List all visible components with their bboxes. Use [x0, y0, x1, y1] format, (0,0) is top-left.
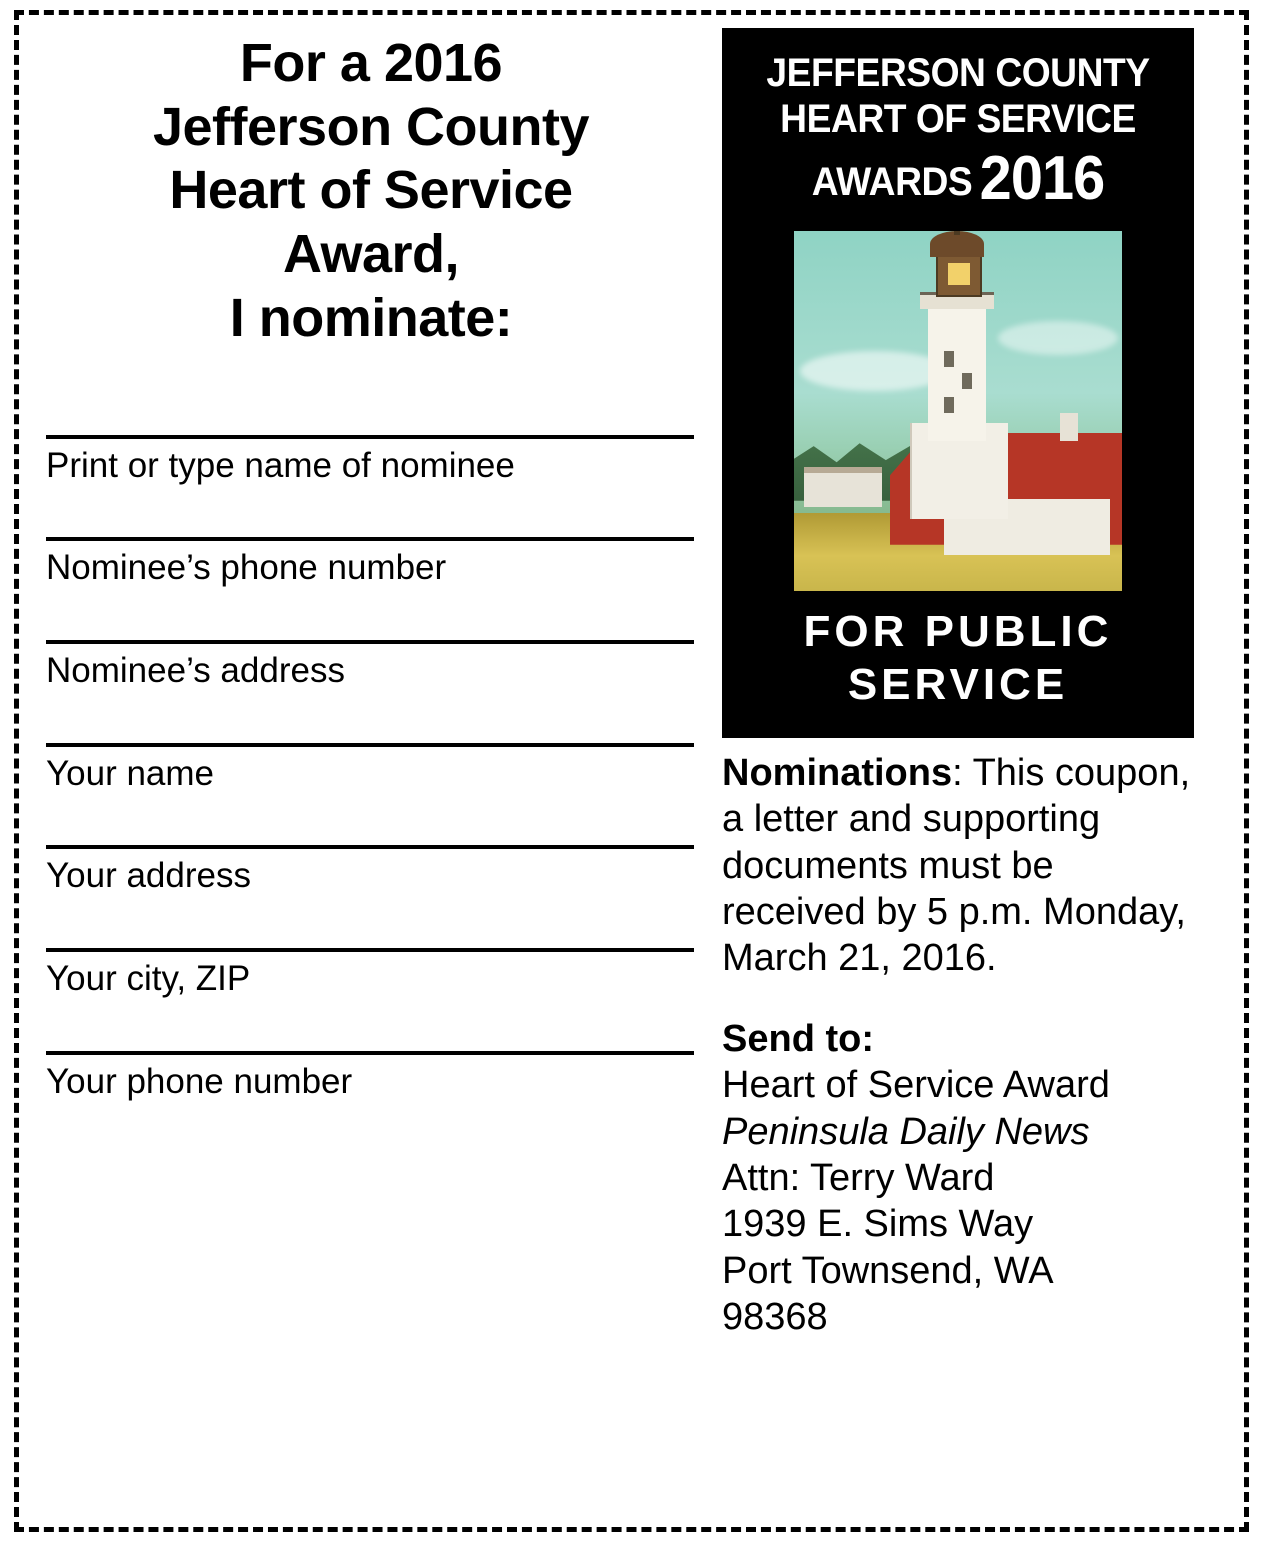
- cloud-shape: [998, 321, 1118, 355]
- nominee-address-input[interactable]: [46, 640, 694, 644]
- your-phone-label: Your phone number: [46, 1061, 353, 1101]
- send-to-line-2: Peninsula Daily News: [722, 1110, 1090, 1153]
- chimney-shape: [1060, 413, 1078, 441]
- field-your-city-zip: [46, 948, 696, 1001]
- lighthouse-finial-shape: [954, 231, 960, 235]
- your-name-input[interactable]: [46, 743, 694, 747]
- logo-line-3: [755, 143, 1160, 215]
- tagline-line-1: FOR PUBLIC: [803, 606, 1113, 656]
- awards-logo-title: [755, 50, 1160, 215]
- send-to-line-6: 98368: [722, 1295, 828, 1338]
- headline-line-1: For a 2016: [239, 33, 503, 93]
- your-city-zip-label: Your city, ZIP: [46, 959, 251, 999]
- send-to-label: Send to:: [722, 1017, 874, 1060]
- headline-line-3: Heart of Service: [169, 160, 573, 221]
- paragraph-spacer: [722, 982, 1200, 1016]
- logo-year: 2016: [979, 143, 1105, 213]
- nomination-form-fields: [46, 435, 696, 1104]
- your-address-label: Your address: [46, 856, 251, 896]
- field-your-phone: [46, 1051, 696, 1104]
- logo-awards-word: AWARDS: [811, 159, 973, 204]
- coupon-left-column: [46, 28, 706, 1153]
- nominee-phone-input[interactable]: [46, 537, 694, 541]
- page-title: [46, 28, 696, 351]
- nominations-paragraph: [722, 750, 1200, 982]
- headline-line-4: Award,: [282, 224, 460, 285]
- lighthouse-photo: [794, 231, 1122, 591]
- nominee-phone-label: Nominee’s phone number: [46, 548, 447, 588]
- nominee-address-label: Nominee’s address: [46, 650, 345, 690]
- send-to-line-4: 1939 E. Sims Way: [722, 1203, 1034, 1246]
- nominations-text: This coupon, a letter and supporting documents must be received by 5 p.m. Monday, March 21, 2016.: [722, 752, 1191, 980]
- your-phone-input[interactable]: [46, 1051, 694, 1055]
- your-name-label: Your name: [46, 753, 214, 793]
- nominee-name-label: Print or type name of nominee: [46, 445, 515, 485]
- lighthouse-lantern-shape: [936, 251, 982, 297]
- logo-line-1: JEFFERSON COUNTY: [766, 51, 1150, 95]
- field-your-name: [46, 743, 696, 796]
- logo-line-2: HEART OF SERVICE: [780, 97, 1136, 142]
- awards-logo-tagline: [740, 605, 1176, 712]
- field-nominee-name: [46, 435, 696, 488]
- send-to-line-1: Heart of Service Award: [722, 1064, 1110, 1107]
- send-to-line-5: Port Townsend, WA: [722, 1249, 1054, 1292]
- nominations-label: Nominations: [722, 752, 953, 795]
- lighthouse-tower-shape: [928, 301, 986, 441]
- field-your-address: [46, 845, 696, 898]
- tagline-line-2: SERVICE: [847, 660, 1069, 710]
- lighthouse-window-shape: [944, 397, 954, 413]
- coupon-right-column: [706, 28, 1217, 1340]
- your-city-zip-input[interactable]: [46, 948, 694, 952]
- awards-logo-block: [722, 28, 1194, 738]
- send-to-line-3: Attn: Terry Ward: [722, 1156, 995, 1199]
- headline-line-2: Jefferson County: [152, 96, 590, 157]
- field-nominee-phone: [46, 537, 696, 590]
- distant-building-shape: [804, 467, 882, 507]
- field-nominee-address: [46, 640, 696, 693]
- headline-line-5: I nominate:: [229, 287, 513, 348]
- nominations-colon: :: [952, 752, 963, 795]
- nominee-name-input[interactable]: [46, 435, 694, 439]
- instructions-block: [722, 750, 1200, 1340]
- your-address-input[interactable]: [46, 845, 694, 849]
